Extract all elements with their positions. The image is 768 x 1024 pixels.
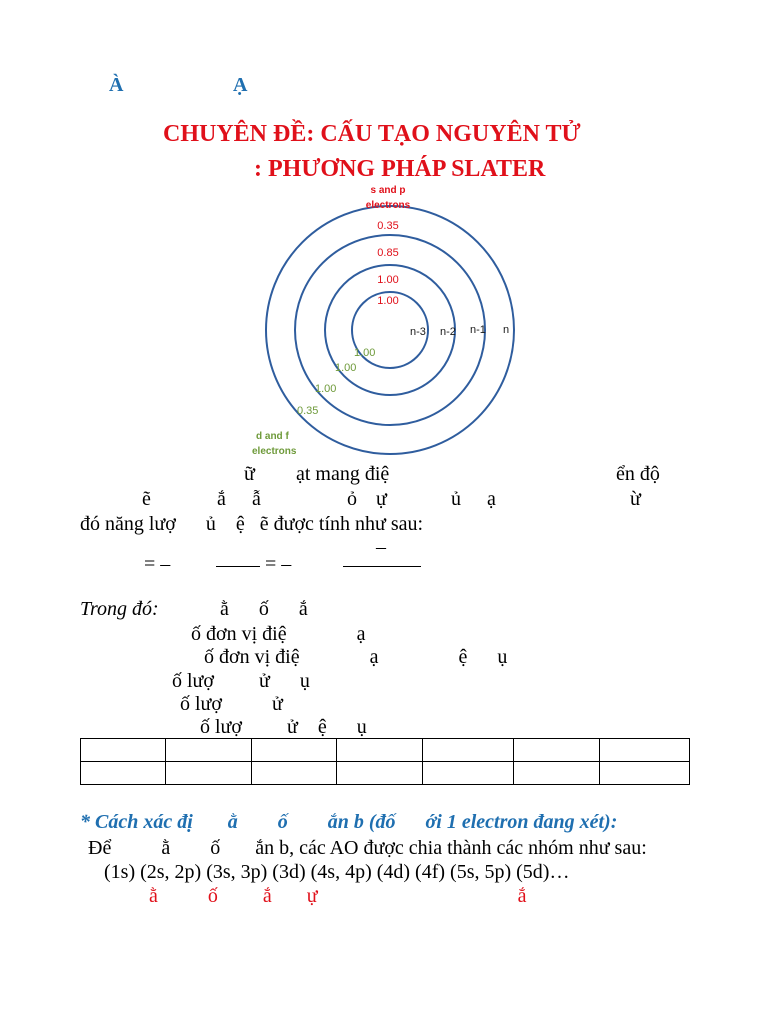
table-cell <box>337 739 422 762</box>
section-line1: Để ằ ố ắn b, các AO được chia thành các nhóm như sau: <box>88 837 647 859</box>
para-line2-c: ẫ <box>252 488 261 510</box>
para-line2-g: ạ <box>487 488 496 510</box>
section-line2: (1s) (2s, 2p) (3s, 3p) (3d) (4s, 4p) (4d) (4f) (5s, 5p) (5d)… <box>104 861 570 883</box>
para-line2-h: ừ <box>630 488 641 510</box>
table-cell <box>337 762 422 785</box>
definition-3: ố đơn vị điệ ạ ệ ụ <box>204 646 508 668</box>
para-line2-d: ỏ <box>347 488 357 510</box>
df-label-line1: d and f <box>256 431 289 442</box>
sp-value-3: 1.00 <box>377 295 399 307</box>
sp-label-line2: electrons <box>365 200 411 211</box>
shell-rings <box>266 206 514 454</box>
table-cell <box>514 762 599 785</box>
shell-label-n: n <box>503 324 510 336</box>
formula-fraction-bar-2 <box>343 566 421 567</box>
df-value-1: 1.00 <box>335 362 357 374</box>
table-cell <box>422 739 513 762</box>
table-cell <box>422 762 513 785</box>
section-heading: * Cách xác đị ằ ố ắn b (đố ới 1 electron đang xét): <box>80 811 618 833</box>
para-line1-b: ạt mang điệ <box>296 463 390 485</box>
formula-equals-2: = – <box>265 553 292 575</box>
table-cell <box>81 762 166 785</box>
table-cell <box>599 739 689 762</box>
shell-label-n-1: n-1 <box>470 324 486 336</box>
header-left-glyph: À <box>109 74 124 96</box>
ring-n <box>266 206 514 454</box>
para-line2-a: ẽ <box>142 488 151 510</box>
para-line3: đó năng lượ ủ ệ ẽ được tính như sau: <box>80 513 424 535</box>
df-value-2: 1.00 <box>315 383 337 395</box>
df-value-3: 0.35 <box>297 405 319 417</box>
table-cell <box>81 739 166 762</box>
document-subtitle: : PHƯƠNG PHÁP SLATER <box>254 156 546 182</box>
definitions-lead: Trong đó: <box>80 598 159 620</box>
df-label-line2: electrons <box>252 446 297 457</box>
para-line2-f: ủ <box>451 488 461 510</box>
table-row <box>81 739 690 762</box>
table-row <box>81 762 690 785</box>
table-cell <box>514 739 599 762</box>
sp-label-line1: s and p <box>370 185 406 196</box>
para-line1-c: ển độ <box>616 463 660 485</box>
table-cell <box>251 762 336 785</box>
para-line2-e: ự <box>376 488 387 510</box>
header-right-glyph: Ạ <box>233 74 248 96</box>
definition-1: ằ ố ắ <box>220 598 308 620</box>
table-cell <box>166 739 251 762</box>
ring-n-1 <box>295 235 485 425</box>
df-value-0: 1.00 <box>354 347 376 359</box>
table-cell <box>166 762 251 785</box>
sp-value-1: 0.85 <box>377 247 399 259</box>
formula-fraction-top: – <box>376 536 386 558</box>
definition-4: ố lượ ử ụ <box>172 670 310 692</box>
shell-label-n-2: n-2 <box>440 326 456 338</box>
definition-2: ố đơn vị điệ ạ <box>191 623 366 645</box>
sp-value-0: 0.35 <box>377 220 399 232</box>
ring-n-2 <box>325 265 455 395</box>
sp-value-2: 1.00 <box>377 274 399 286</box>
document-title: CHUYÊN ĐỀ: CẤU TẠO NGUYÊN TỬ <box>163 121 581 147</box>
empty-table <box>80 738 690 785</box>
shell-label-n-3: n-3 <box>410 326 426 338</box>
table-cell <box>599 762 689 785</box>
para-line2-b: ắ <box>217 488 226 510</box>
definition-5: ố lượ ử <box>180 693 283 715</box>
formula-fraction-bar-1 <box>216 566 260 567</box>
table-cell <box>251 739 336 762</box>
para-line1-a: ữ <box>244 463 255 485</box>
section-line3: ằ ố ắ ự ắ <box>149 885 527 907</box>
ring-n-3 <box>352 292 428 368</box>
definition-6: ố lượ ử ệ ụ <box>200 716 367 738</box>
formula-equals-1: = – <box>144 553 171 575</box>
